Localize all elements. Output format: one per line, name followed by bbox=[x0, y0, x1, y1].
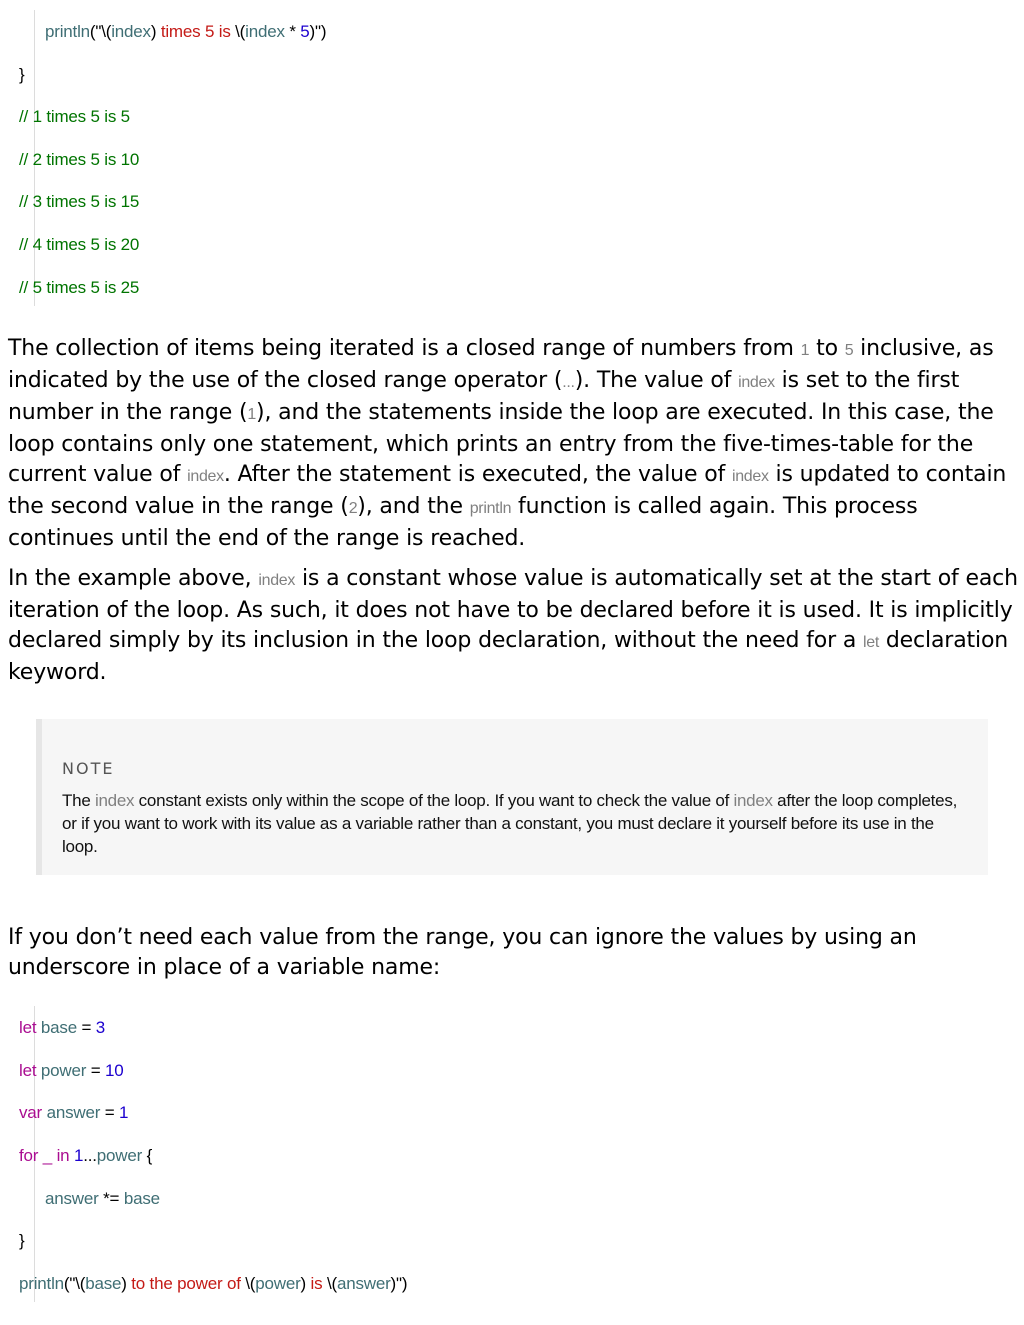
code-token: ) bbox=[150, 22, 157, 41]
code-block-power-example bbox=[19, 1006, 595, 1302]
code-line-multiply bbox=[45, 1189, 160, 1209]
code-token: answer bbox=[45, 1189, 99, 1208]
code-token: * bbox=[284, 22, 301, 41]
text: is set to the first number in the range ( bbox=[8, 368, 960, 425]
text: The bbox=[62, 791, 96, 810]
text: constant exists only within the scope of the loop. If you want to check the value of bbox=[134, 791, 734, 810]
code-token: println bbox=[19, 1274, 64, 1293]
note-box bbox=[36, 719, 988, 875]
inline-code: 5 bbox=[844, 342, 854, 359]
inline-code: 1 bbox=[247, 406, 257, 423]
code-token: base bbox=[85, 1274, 122, 1293]
code-token: power bbox=[40, 1061, 87, 1080]
inline-code: println bbox=[469, 500, 512, 517]
code-line-close-brace: } bbox=[19, 1231, 25, 1250]
code-token: answer bbox=[336, 1274, 391, 1293]
code-line-println bbox=[45, 22, 326, 42]
code-token: \( bbox=[235, 22, 246, 41]
code-token: 1 bbox=[118, 1103, 129, 1122]
text: . After the statement is executed, the value of bbox=[223, 462, 732, 487]
note-title: NOTE bbox=[62, 759, 115, 778]
text: In the example above, bbox=[8, 566, 259, 591]
code-token: in bbox=[56, 1146, 70, 1165]
code-token: = bbox=[100, 1103, 119, 1122]
code-token: var bbox=[19, 1103, 43, 1122]
code-token: ... bbox=[83, 1146, 97, 1165]
code-token: *= bbox=[98, 1189, 124, 1208]
text: The collection of items being iterated is a closed range of numbers from bbox=[8, 336, 801, 361]
code-block-loop-output bbox=[19, 10, 595, 306]
inline-code: index bbox=[258, 572, 296, 589]
code-line-var-answer bbox=[19, 1103, 128, 1123]
inline-code: 2 bbox=[348, 500, 358, 517]
inline-code: let bbox=[863, 634, 880, 651]
code-token: index bbox=[111, 22, 151, 41]
code-line-let-base bbox=[19, 1018, 105, 1038]
text: is updated to contain the second value in the range ( bbox=[8, 462, 1007, 519]
code-token: = bbox=[76, 1018, 96, 1037]
code-token: answer bbox=[46, 1103, 101, 1122]
code-line-println bbox=[19, 1274, 407, 1294]
code-token: \( bbox=[245, 1274, 256, 1293]
code-token: ) bbox=[121, 1274, 127, 1293]
code-token: power bbox=[255, 1274, 301, 1293]
code-token: 10 bbox=[104, 1061, 124, 1080]
code-comment: // 4 times 5 is 20 bbox=[19, 235, 140, 254]
code-comment: // 1 times 5 is 5 bbox=[19, 107, 130, 126]
code-token: )") bbox=[390, 1274, 408, 1293]
inline-code: index bbox=[731, 468, 769, 485]
code-token: = bbox=[86, 1061, 105, 1080]
inline-code: 1 bbox=[800, 342, 810, 359]
code-token: 1 bbox=[73, 1146, 84, 1165]
code-token: times 5 is bbox=[156, 22, 236, 41]
inline-code: ... bbox=[562, 374, 575, 391]
inline-code: index bbox=[733, 791, 773, 810]
code-token: )") bbox=[309, 22, 327, 41]
code-token: _ bbox=[42, 1146, 53, 1165]
code-token: \( bbox=[326, 1274, 337, 1293]
code-token: let bbox=[19, 1061, 37, 1080]
code-token: 5 bbox=[300, 22, 310, 41]
text: ), and the statements inside the loop are executed. In this case, the loop contains only one statement, which prints an entry from the five-times-table for the current value of bbox=[8, 400, 994, 487]
code-token: { bbox=[146, 1146, 153, 1165]
code-token: base bbox=[40, 1018, 77, 1037]
text: declaration keyword. bbox=[8, 628, 1009, 685]
text: function is called again. This process continues until the end of the range is reached. bbox=[8, 494, 918, 551]
code-token: println bbox=[45, 22, 90, 41]
paragraph-constant-explanation bbox=[8, 564, 1018, 688]
code-token: ("\( bbox=[89, 22, 112, 41]
code-token: power bbox=[96, 1146, 143, 1165]
text: inclusive, as indicated by the use of the closed range operator ( bbox=[8, 336, 994, 393]
text: ). The value of bbox=[574, 368, 739, 393]
code-comment: // 3 times 5 is 15 bbox=[19, 192, 140, 211]
inline-code: index bbox=[738, 374, 775, 391]
paragraph-underscore-intro: If you don’t need each value from the range, you can ignore the values by using an underscore in place of a variable name: bbox=[8, 925, 917, 980]
code-token: is bbox=[306, 1274, 327, 1293]
code-token: 3 bbox=[95, 1018, 106, 1037]
inline-code: index bbox=[95, 791, 135, 810]
code-token: let bbox=[19, 1018, 37, 1037]
note-body bbox=[62, 789, 967, 858]
text: is a constant whose value is automatically set at the start of each iteration of the loop. As such, it does not have to be declared before it is used. It is implicitly declared simply by its inclusion in the loop declaration, without the need for a bbox=[8, 566, 1018, 653]
code-line-close-brace: } bbox=[19, 65, 25, 84]
code-token: ("\( bbox=[63, 1274, 86, 1293]
text: after the loop completes, or if you want to work with its value as a variable rather than a constant, you must declare it yourself before its use in the loop. bbox=[62, 791, 958, 856]
inline-code: index bbox=[187, 468, 224, 485]
code-comment: // 2 times 5 is 10 bbox=[19, 150, 140, 169]
code-line-let-power bbox=[19, 1061, 124, 1081]
code-token: to the power of bbox=[126, 1274, 246, 1293]
paragraph-range-explanation bbox=[8, 334, 1018, 554]
code-line-for-loop bbox=[19, 1146, 152, 1166]
text: to bbox=[809, 336, 845, 361]
code-token: index bbox=[245, 22, 285, 41]
code-token: base bbox=[123, 1189, 160, 1208]
text: ), and the bbox=[357, 494, 470, 519]
code-comment: // 5 times 5 is 25 bbox=[19, 278, 140, 297]
code-token: for bbox=[19, 1146, 39, 1165]
code-token: ) bbox=[300, 1274, 307, 1293]
